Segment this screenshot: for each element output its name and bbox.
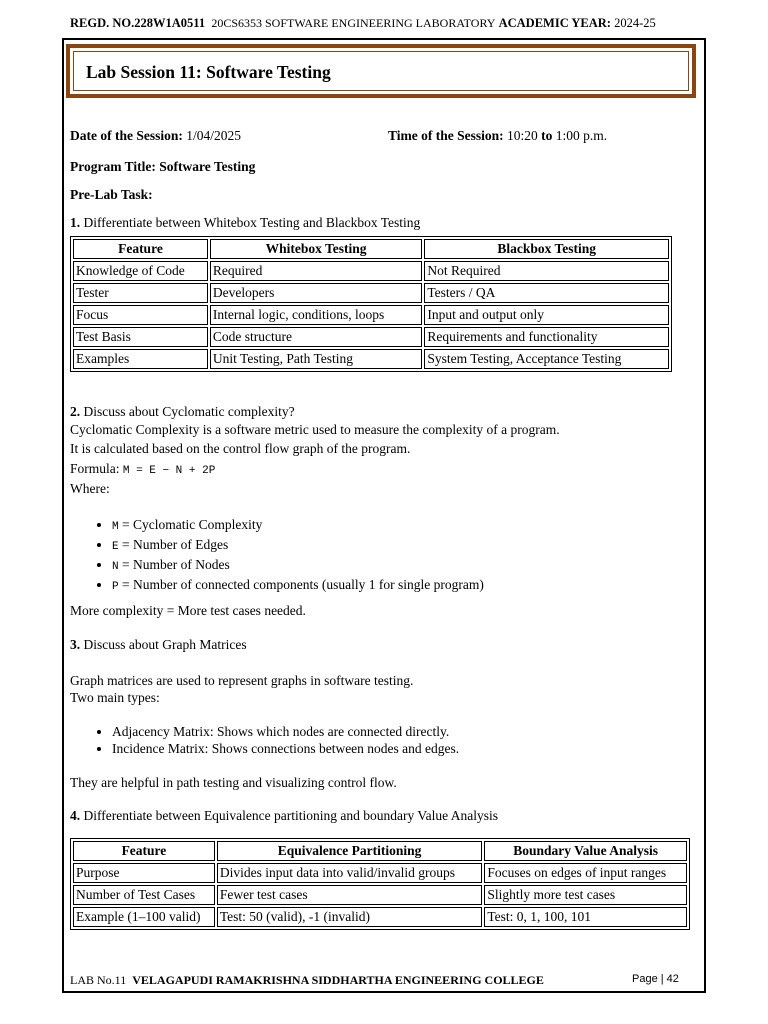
list-item: • E = Number of Edges	[112, 536, 484, 556]
page-header	[70, 16, 656, 31]
page-title: Lab Session 11: Software Testing	[86, 62, 331, 82]
table-cell: Internal logic, conditions, loops	[210, 305, 422, 325]
table-row	[73, 885, 687, 905]
session-date: Date of the Session: 1/04/2025	[70, 128, 242, 143]
table-cell: Fewer test cases	[217, 885, 482, 905]
q2-line-2: It is calculated based on the control flow graph of the program.	[70, 441, 411, 456]
table-cell: Required	[210, 261, 422, 281]
table-cell: Unit Testing, Path Testing	[210, 349, 422, 369]
table-row	[73, 305, 669, 325]
footer-college: VELAGAPUDI RAMAKRISHNA SIDDHARTHA ENGINEERING COLLEGE	[132, 973, 544, 987]
footer-lab-number: LAB No.11	[70, 973, 127, 987]
program-title: Program Title: Software Testing	[70, 159, 256, 174]
regd-number: REGD. NO.228W1A0511	[70, 16, 206, 30]
question-2: 2. Discuss about Cyclomatic complexity?	[70, 404, 295, 419]
footer-left	[70, 973, 544, 988]
cyclomatic-bullets	[70, 516, 484, 596]
table-header-cell: Feature	[73, 239, 208, 259]
academic-year-label: ACADEMIC YEAR:	[498, 16, 611, 30]
table-row	[73, 261, 669, 281]
table-cell: Code structure	[210, 327, 422, 347]
prelab-heading: Pre-Lab Task:	[70, 187, 153, 202]
ep-bva-comparison-table	[70, 838, 690, 930]
table-cell: Examples	[73, 349, 208, 369]
session-time: Time of the Session: 10:20 to 1:00 p.m.	[388, 128, 608, 143]
graph-matrix-bullets	[70, 723, 459, 757]
table-row	[73, 349, 669, 369]
q2-line-1: Cyclomatic Complexity is a software metric used to measure the complexity of a program.	[70, 422, 560, 437]
q3-line-1: Graph matrices are used to represent graphs in software testing.	[70, 673, 414, 688]
table-header-row	[73, 841, 687, 861]
table-row	[73, 283, 669, 303]
question-3: 3. Discuss about Graph Matrices	[70, 637, 247, 652]
academic-year-value: 2024-25	[614, 16, 656, 30]
question-1: 1. Differentiate between Whitebox Testing and Blackbox Testing	[70, 215, 421, 230]
q3-line-2: Two main types:	[70, 690, 160, 705]
table-header-cell: Boundary Value Analysis	[484, 841, 687, 861]
table-row	[73, 907, 687, 927]
table-cell: Tester	[73, 283, 208, 303]
list-item: • N = Number of Nodes	[112, 556, 484, 576]
table-cell: Requirements and functionality	[424, 327, 669, 347]
table-cell: Test: 50 (valid), -1 (invalid)	[217, 907, 482, 927]
table-row	[73, 863, 687, 883]
list-item: • P = Number of connected components (usually 1 for single program)	[112, 576, 484, 596]
table-cell: Knowledge of Code	[73, 261, 208, 281]
table-cell: Example (1–100 valid)	[73, 907, 215, 927]
table-cell: Developers	[210, 283, 422, 303]
title-box	[66, 44, 696, 98]
table-cell: Input and output only	[424, 305, 669, 325]
page-number: Page | 42	[632, 973, 679, 985]
table-cell: Number of Test Cases	[73, 885, 215, 905]
table-cell: Not Required	[424, 261, 669, 281]
table-cell: System Testing, Acceptance Testing	[424, 349, 669, 369]
table-cell: Purpose	[73, 863, 215, 883]
table-cell: Test: 0, 1, 100, 101	[484, 907, 687, 927]
list-item: • Adjacency Matrix: Shows which nodes are connected directly.	[112, 723, 459, 740]
list-item: • Incidence Matrix: Shows connections between nodes and edges.	[112, 740, 459, 757]
testing-comparison-table	[70, 236, 672, 372]
table-header-cell: Blackbox Testing	[424, 239, 669, 259]
table-cell: Divides input data into valid/invalid groups	[217, 863, 482, 883]
q2-formula: Formula: M = E − N + 2P	[70, 461, 216, 477]
q3-conclusion: They are helpful in path testing and visualizing control flow.	[70, 775, 397, 790]
table-row	[73, 327, 669, 347]
table-header-cell: Equivalence Partitioning	[217, 841, 482, 861]
table-cell: Test Basis	[73, 327, 208, 347]
formula-code: M = E − N + 2P	[122, 465, 216, 477]
table-header-cell: Feature	[73, 841, 215, 861]
table-cell: Focus	[73, 305, 208, 325]
table-cell: Testers / QA	[424, 283, 669, 303]
table-header-cell: Whitebox Testing	[210, 239, 422, 259]
list-item: • M = Cyclomatic Complexity	[112, 516, 484, 536]
table-cell: Focuses on edges of input ranges	[484, 863, 687, 883]
q2-conclusion: More complexity = More test cases needed.	[70, 603, 306, 618]
table-header-row	[73, 239, 669, 259]
table-cell: Slightly more test cases	[484, 885, 687, 905]
q2-where: Where:	[70, 481, 110, 496]
question-4: 4. Differentiate between Equivalence partitioning and boundary Value Analysis	[70, 808, 498, 823]
course-name: 20CS6353 SOFTWARE ENGINEERING LABORATORY	[211, 16, 496, 30]
